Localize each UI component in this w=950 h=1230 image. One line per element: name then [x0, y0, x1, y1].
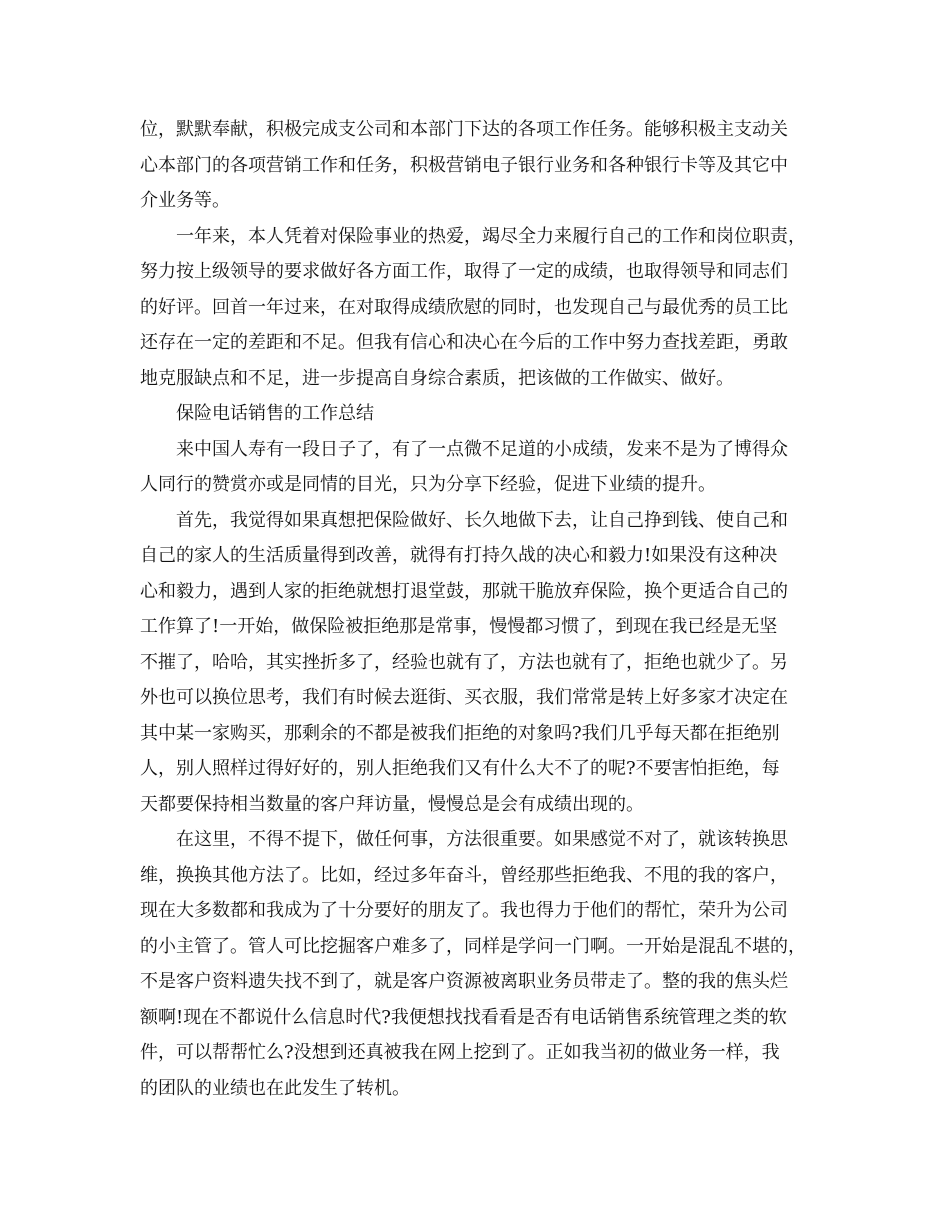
- text-line: 心和毅力，遇到人家的拒绝就想打退堂鼓，那就干脆放弃保险，换个更适合自己的: [140, 580, 788, 602]
- text-line: 现在大多数都和我成为了十分要好的朋友了。我也得力于他们的帮忙，荣升为公司: [140, 900, 788, 921]
- text-line: 首先，我觉得如果真想把保险做好、长久地做下去，让自己挣到钱、使自己和: [176, 509, 788, 531]
- text-line: 不摧了，哈哈，其实挫折多了，经验也就有了，方法也就有了，拒绝也就少了。另: [140, 651, 788, 673]
- text-line: 来中国人寿有一段日子了，有了一点微不足道的小成绩，发来不是为了博得众: [176, 438, 788, 460]
- text-line: 的团队的业绩也在此发生了转机。: [140, 1077, 410, 1099]
- text-line: 努力按上级领导的要求做好各方面工作，取得了一定的成绩，也取得领导和同志们: [140, 261, 788, 282]
- text-line: 不是客户资料遗失找不到了，就是客户资源被离职业务员带走了。整的我的焦头烂: [140, 971, 788, 992]
- document-body: [140, 112, 812, 1106]
- text-line: 外也可以换位思考，我们有时候去逛街、买衣服，我们常常是转上好多家才决定在: [140, 687, 788, 708]
- text-line: 地克服缺点和不足，进一步提高自身综合素质，把该做的工作做实、做好。: [140, 367, 734, 389]
- text-line: 位，默默奉献，积极完成支公司和本部门下达的各项工作任务。能够积极主支动关: [140, 119, 788, 140]
- text-line: 一年来，本人凭着对保险事业的热爱，竭尽全力来履行自己的工作和岗位职责，: [176, 225, 806, 247]
- text-line: 的小主管了。管人可比挖掘客户难多了，同样是学问一门啊。一开始是混乱不堪的，: [140, 935, 806, 957]
- text-line: 自己的家人的生活质量得到改善，就得有打持久战的决心和毅力!如果没有这种决: [140, 545, 778, 566]
- text-line: 心本部门的各项营销工作和任务，积极营销电子银行业务和各种银行卡等及其它中: [140, 154, 788, 176]
- text-line: 维，换换其他方法了。比如，经过多年奋斗，曾经那些拒绝我、不甩的我的客户，: [140, 864, 788, 886]
- text-line: 的好评。回首一年过来，在对取得成绩欣慰的同时，也发现自己与最优秀的员工比: [140, 296, 788, 318]
- text-line: 还存在一定的差距和不足。但我有信心和决心在今后的工作中努力查找差距，勇敢: [140, 332, 788, 353]
- text-line: 件，可以帮帮忙么?没想到还真被我在网上挖到了。正如我当初的做业务一样，我: [140, 1042, 780, 1063]
- text-line: 介业务等。: [140, 190, 230, 211]
- text-line: 其中某一家购买，那剩余的不都是被我们拒绝的对象吗?我们几乎每天都在拒绝别: [140, 722, 780, 744]
- text-line: 额啊!现在不都说什么信息时代?我便想找找看看是否有电话销售系统管理之类的软: [140, 1006, 787, 1028]
- text-line: 工作算了!一开始，做保险被拒绝那是常事，慢慢都习惯了，到现在我已经是无坚: [140, 616, 778, 637]
- text-line: 人，别人照样过得好好的，别人拒绝我们又有什么大不了的呢?不要害怕拒绝，每: [140, 758, 780, 779]
- text-line: 天都要保持相当数量的客户拜访量，慢慢总是会有成绩出现的。: [140, 793, 644, 815]
- text-line: 人同行的赞赏亦或是同情的目光，只为分享下经验，促进下业绩的提升。: [140, 474, 716, 495]
- text-line: 保险电话销售的工作总结: [176, 403, 374, 424]
- text-line: 在这里，不得不提下，做任何事，方法很重要。如果感觉不对了，就该转换思: [176, 829, 788, 850]
